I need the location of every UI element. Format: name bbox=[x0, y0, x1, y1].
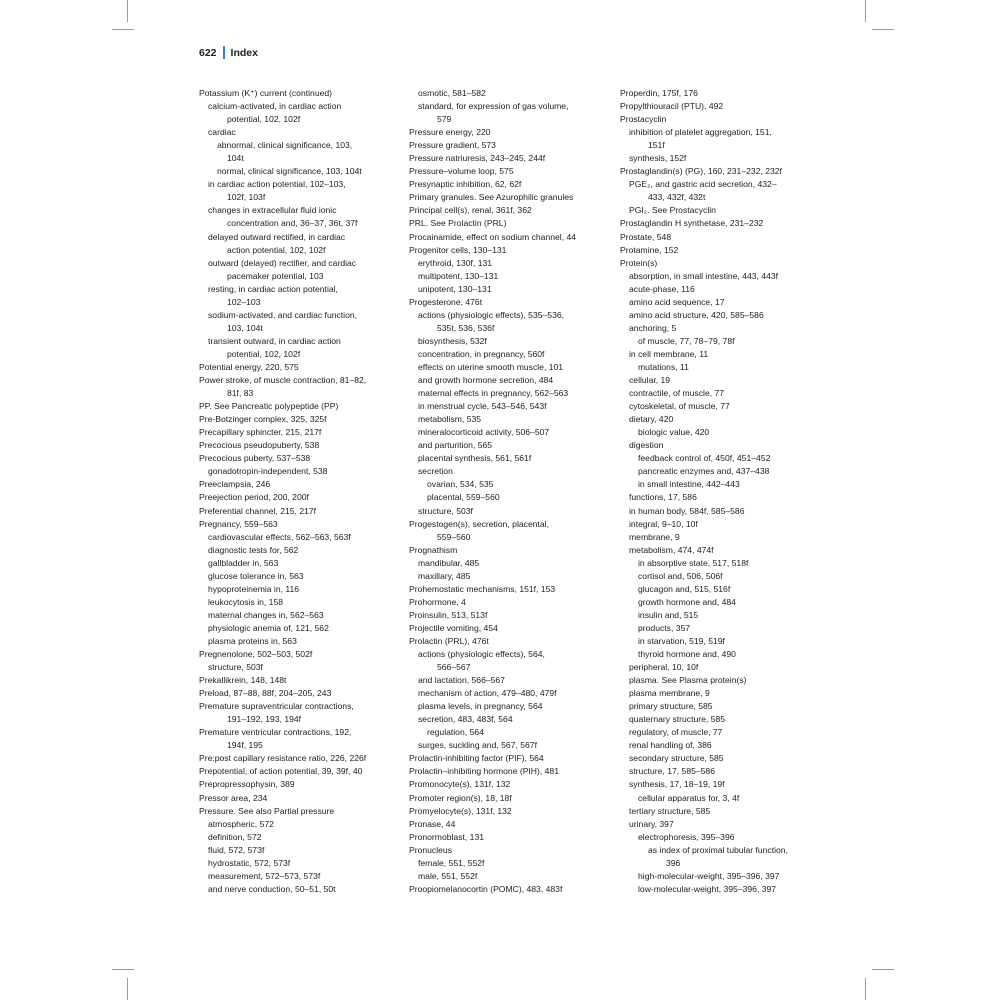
index-entry: structure, 17, 585–586 bbox=[629, 766, 715, 777]
index-entry: cardiovascular effects, 562–563, 563f bbox=[208, 531, 351, 542]
header-separator bbox=[223, 46, 225, 59]
index-entry: gonadotropin-independent, 538 bbox=[208, 466, 328, 477]
index-entry: peripheral, 10, 10f bbox=[629, 662, 699, 673]
index-entry: in absorptive state, 517, 518f bbox=[638, 557, 749, 568]
index-entry: Prognathism bbox=[409, 544, 458, 555]
index-entry: Prolactin–inhibiting hormone (PIH), 481 bbox=[409, 766, 559, 777]
index-entry: in cell membrane, 11 bbox=[629, 348, 709, 359]
index-entry: mutations, 11 bbox=[638, 361, 689, 372]
index-entry: hypoproteinemia in, 116 bbox=[208, 583, 300, 594]
index-entry: and parturition, 565 bbox=[418, 440, 493, 451]
index-entry: Proopiomelanocortin (POMC), 483, 483f bbox=[409, 883, 563, 894]
index-entry: multipotent, 130–131 bbox=[418, 270, 499, 281]
index-entry: integral, 9–10, 10f bbox=[629, 518, 698, 529]
index-entry: actions (physiologic effects), 564, bbox=[418, 649, 545, 660]
index-entry: actions (physiologic effects), 535–536, bbox=[418, 309, 565, 320]
index-entry: 579 bbox=[437, 114, 452, 125]
index-entry: 151f bbox=[648, 140, 665, 151]
index-entry: Prekallikrein, 148, 148t bbox=[199, 675, 287, 686]
index-entry: potential, 102, 102f bbox=[227, 348, 301, 359]
index-entry: growth hormone and, 484 bbox=[638, 596, 736, 607]
index-entry: urinary, 397 bbox=[629, 818, 674, 829]
index-entry: erythroid, 130f, 131 bbox=[418, 257, 493, 268]
index-entry: maxillary, 485 bbox=[418, 570, 471, 581]
index-entry: glucagon and, 515, 516f bbox=[638, 583, 731, 594]
index-entry: Pregnenolone, 502–503, 502f bbox=[199, 649, 313, 660]
index-entry: in human body, 584f, 585–586 bbox=[629, 505, 745, 516]
index-entry: metabolism, 474, 474f bbox=[629, 544, 714, 555]
index-entry: digestion bbox=[629, 440, 664, 451]
index-entry: Preload, 87–88, 88f, 204–205, 243 bbox=[199, 688, 332, 699]
index-entry: fluid, 572, 573f bbox=[208, 844, 265, 855]
index-entry: Prohormone, 4 bbox=[409, 596, 466, 607]
index-entry: secretion bbox=[418, 466, 453, 477]
index-entry: plasma levels, in pregnancy, 564 bbox=[418, 701, 543, 712]
index-entry: Proinsulin, 513, 513f bbox=[409, 609, 488, 620]
index-entry: 535t, 536, 536f bbox=[437, 322, 495, 333]
index-entry: changes in extracellular fluid ionic bbox=[208, 205, 337, 216]
index-entry: PRL. See Prolactin (PRL) bbox=[409, 218, 507, 229]
index-entry: Pronucleus bbox=[409, 844, 452, 855]
index-entry: Protamine, 152 bbox=[620, 244, 679, 255]
index-entry: cytoskeletal, of muscle, 77 bbox=[629, 401, 730, 412]
index-entry: Pressure energy, 220 bbox=[409, 127, 491, 138]
index-entry: structure, 503f bbox=[418, 505, 473, 516]
crop-mark-bottom-right-h bbox=[872, 969, 894, 970]
index-entry: transient outward, in cardiac action bbox=[208, 335, 341, 346]
index-entry: cellular, 19 bbox=[629, 375, 671, 386]
index-column-1 bbox=[199, 87, 366, 896]
index-entry: Prostaglandin(s) (PG), 160, 231–232, 232f bbox=[620, 166, 782, 177]
index-entry: hydrostatic, 572, 573f bbox=[208, 857, 291, 868]
index-entry: effects on uterine smooth muscle, 101 bbox=[418, 361, 564, 372]
index-entry: male, 551, 552f bbox=[418, 870, 478, 881]
index-entry: Projectile vomiting, 454 bbox=[409, 622, 498, 633]
index-entry: Pressure. See also Partial pressure bbox=[199, 805, 335, 816]
index-entry: resting, in cardiac action potential, bbox=[208, 283, 338, 294]
index-entry: Premature ventricular contractions, 192, bbox=[199, 727, 352, 738]
index-entry: Preejection period, 200, 200f bbox=[199, 492, 309, 503]
index-entry: Prostaglandin H synthetase, 231–232 bbox=[620, 218, 764, 229]
index-entry: inhibition of platelet aggregation, 151, bbox=[629, 127, 772, 138]
index-entry: in menstrual cycle, 543–546, 543f bbox=[418, 401, 547, 412]
crop-mark-bottom-left bbox=[127, 978, 128, 1000]
section-title: Index bbox=[230, 46, 258, 59]
index-entry: in cardiac action potential, 102–103, bbox=[208, 179, 346, 190]
index-entry: feedback control of, 450f, 451–452 bbox=[638, 453, 771, 464]
index-entry: PGE₂, and gastric acid secretion, 432– bbox=[629, 179, 777, 190]
index-entry: Pressure natriuresis, 243–245, 244f bbox=[409, 153, 546, 164]
index-entry: Pronormoblast, 131 bbox=[409, 831, 484, 842]
index-entry: measurement, 572–573, 573f bbox=[208, 870, 321, 881]
index-column-3 bbox=[620, 87, 788, 896]
index-entry: high-molecular-weight, 395–396, 397 bbox=[638, 870, 780, 881]
index-entry: PP. See Pancreatic polypeptide (PP) bbox=[199, 401, 339, 412]
index-entry: normal, clinical significance, 103, 104t bbox=[217, 166, 362, 177]
index-entry: and lactation, 566–567 bbox=[418, 675, 505, 686]
index-entry: secretion, 483, 483f, 564 bbox=[418, 714, 513, 725]
index-entry: cellular apparatus for, 3, 4f bbox=[638, 792, 740, 803]
index-entry: Progestogen(s), secretion, placental, bbox=[409, 518, 549, 529]
index-entry: 396 bbox=[666, 857, 681, 868]
index-entry: Pre-Botzinger complex, 325, 325f bbox=[199, 414, 327, 425]
index-entry: tertiary structure, 585 bbox=[629, 805, 711, 816]
index-entry: 191–192, 193, 194f bbox=[227, 714, 302, 725]
index-entry: plasma. See Plasma protein(s) bbox=[629, 675, 747, 686]
index-entry: absorption, in small intestine, 443, 443f bbox=[629, 270, 779, 281]
index-entry: regulatory, of muscle, 77 bbox=[629, 727, 723, 738]
index-entry: synthesis, 152f bbox=[629, 153, 687, 164]
index-entry: primary structure, 585 bbox=[629, 701, 713, 712]
index-entry: Pregnancy, 559–563 bbox=[199, 518, 278, 529]
index-entry: placental synthesis, 561, 561f bbox=[418, 453, 532, 464]
index-entry: low-molecular-weight, 395–396, 397 bbox=[638, 883, 777, 894]
index-entry: calcium-activated, in cardiac action bbox=[208, 101, 342, 112]
index-entry: Protein(s) bbox=[620, 257, 658, 268]
index-entry: placental, 559–560 bbox=[427, 492, 500, 503]
index-entry: outward (delayed) rectifier, and cardiac bbox=[208, 257, 357, 268]
index-entry: in small intestine, 442–443 bbox=[638, 479, 740, 490]
index-entry: 559–560 bbox=[437, 531, 471, 542]
index-entry: Power stroke, of muscle contraction, 81–82, bbox=[199, 375, 367, 386]
index-entry: insulin and, 515 bbox=[638, 609, 699, 620]
index-entry: acute-phase, 116 bbox=[629, 283, 695, 294]
index-entry: functions, 17, 586 bbox=[629, 492, 697, 503]
index-entry: synthesis, 17, 18–19, 19f bbox=[629, 779, 725, 790]
index-entry: gallbladder in, 563 bbox=[208, 557, 279, 568]
index-entry: pancreatic enzymes and, 437–438 bbox=[638, 466, 770, 477]
index-entry: Procainamide, effect on sodium channel, 44 bbox=[409, 231, 577, 242]
index-entry: plasma membrane, 9 bbox=[629, 688, 710, 699]
index-entry: amino acid structure, 420, 585–586 bbox=[629, 309, 764, 320]
index-entry: electrophoresis, 395–396 bbox=[638, 831, 735, 842]
index-entry: physiologic anemia of, 121, 562 bbox=[208, 622, 329, 633]
index-entry: plasma proteins in, 563 bbox=[208, 635, 297, 646]
index-entry: 566–567 bbox=[437, 662, 471, 673]
index-entry: dietary, 420 bbox=[629, 414, 674, 425]
index-entry: concentration and, 36–37, 36t, 37f bbox=[227, 218, 358, 229]
index-entry: mandibular, 485 bbox=[418, 557, 480, 568]
index-entry: Principal cell(s), renal, 361f, 362 bbox=[409, 205, 532, 216]
index-entry: definition, 572 bbox=[208, 831, 262, 842]
index-entry: as index of proximal tubular function, bbox=[648, 844, 788, 855]
index-entry: Potential energy, 220, 575 bbox=[199, 361, 299, 372]
crop-mark-top-right-h bbox=[872, 29, 894, 30]
index-entry: mineralocorticoid activity, 506–507 bbox=[418, 427, 550, 438]
index-entry: quaternary structure, 585 bbox=[629, 714, 726, 725]
index-entry: Pressor area, 234 bbox=[199, 792, 268, 803]
index-entry: Precocious pseudopuberty, 538 bbox=[199, 440, 320, 451]
index-entry: Preeclampsia, 246 bbox=[199, 479, 271, 490]
index-entry: Primary granules. See Azurophilic granules bbox=[409, 192, 574, 203]
index-entry: and nerve conduction, 50–51, 50t bbox=[208, 883, 336, 894]
index-entry: Premature supraventricular contractions, bbox=[199, 701, 354, 712]
index-entry: maternal effects in pregnancy, 562–563 bbox=[418, 388, 569, 399]
index-entry: mechanism of action, 479–480, 479f bbox=[418, 688, 557, 699]
index-entry: Precocious puberty, 537–538 bbox=[199, 453, 311, 464]
index-entry: Prostate, 548 bbox=[620, 231, 672, 242]
index-entry: structure, 503f bbox=[208, 662, 263, 673]
index-entry: 102–103 bbox=[227, 296, 261, 307]
index-entry: PGI₂. See Prostacyclin bbox=[629, 205, 716, 216]
index-entry: 194f, 195 bbox=[227, 740, 263, 751]
index-entry: Pre:post capillary resistance ratio, 226, 226f bbox=[199, 753, 367, 764]
index-entry: Promoter region(s), 18, 18f bbox=[409, 792, 512, 803]
index-entry: Prolactin (PRL), 476t bbox=[409, 635, 489, 646]
index-entry: surges, suckling and, 567, 567f bbox=[418, 740, 537, 751]
index-entry: osmotic, 581–582 bbox=[418, 88, 486, 98]
index-entry: Prepotential, of action potential, 39, 39f, 40 bbox=[199, 766, 363, 777]
index-entry: Presynaptic inhibition, 62, 62f bbox=[409, 179, 522, 190]
crop-mark-bottom-left-h bbox=[112, 969, 134, 970]
index-entry: Progesterone, 476t bbox=[409, 296, 483, 307]
index-entry: Progenitor cells, 130–131 bbox=[409, 244, 507, 255]
index-entry: biosynthesis, 532f bbox=[418, 335, 487, 346]
page-number: 622 bbox=[199, 46, 217, 59]
index-entry: unipotent, 130–131 bbox=[418, 283, 492, 294]
index-entry: anchoring, 5 bbox=[629, 322, 677, 333]
index-entry: renal handling of, 386 bbox=[629, 740, 712, 751]
index-entry: 104t bbox=[227, 153, 244, 164]
index-entry: Properdin, 175f, 176 bbox=[620, 88, 698, 98]
index-entry: 103, 104t bbox=[227, 322, 263, 333]
index-entry: Pressure gradient, 573 bbox=[409, 140, 496, 151]
index-entry: atmospheric, 572 bbox=[208, 818, 274, 829]
index-entry: secondary structure, 585 bbox=[629, 753, 724, 764]
index-entry: 102f, 103f bbox=[227, 192, 266, 203]
index-entry: and growth hormone secretion, 484 bbox=[418, 375, 554, 386]
index-entry: pacemaker potential, 103 bbox=[227, 270, 324, 281]
index-entry: concentration, in pregnancy, 560f bbox=[418, 348, 545, 359]
crop-mark-top-right bbox=[865, 0, 866, 22]
index-entry: cardiac bbox=[208, 127, 236, 138]
index-entry: abnormal, clinical significance, 103, bbox=[217, 140, 353, 151]
index-entry: standard, for expression of gas volume, bbox=[418, 101, 569, 112]
index-entry: Promonocyte(s), 131f, 132 bbox=[409, 779, 511, 790]
index-entry: 433, 432f, 432t bbox=[648, 192, 706, 203]
index-entry: glucose tolerance in, 563 bbox=[208, 570, 304, 581]
index-entry: leukocytosis in, 158 bbox=[208, 596, 283, 607]
crop-mark-top-left bbox=[127, 0, 128, 22]
index-entry: Promyelocyte(s), 131f, 132 bbox=[409, 805, 512, 816]
index-entry: Prepropressophysin, 389 bbox=[199, 779, 295, 790]
index-entry: Prohemostatic mechanisms, 151f, 153 bbox=[409, 583, 556, 594]
index-column-2 bbox=[409, 87, 576, 896]
index-entry: amino acid sequence, 17 bbox=[629, 296, 725, 307]
index-entry: Propylthiouracil (PTU), 492 bbox=[620, 101, 724, 112]
index-entry: in starvation, 519, 519f bbox=[638, 635, 725, 646]
index-entry: metabolism, 535 bbox=[418, 414, 482, 425]
index-entry: products, 357 bbox=[638, 622, 691, 633]
index-entry: sodium-activated, and cardiac function, bbox=[208, 309, 358, 320]
index-entry: Pressure–volume loop, 575 bbox=[409, 166, 514, 177]
page-header bbox=[199, 46, 258, 59]
index-entry: maternal changes in, 562–563 bbox=[208, 609, 324, 620]
index-entry: Pronase, 44 bbox=[409, 818, 456, 829]
index-entry: Precapillary sphincter, 215, 217f bbox=[199, 427, 322, 438]
index-entry: cortisol and, 506, 506f bbox=[638, 570, 723, 581]
index-entry: biologic value, 420 bbox=[638, 427, 710, 438]
index-entry: Prolactin-inhibiting factor (PIF), 564 bbox=[409, 753, 544, 764]
crop-mark-bottom-right bbox=[865, 978, 866, 1000]
crop-mark-top-left-h bbox=[112, 29, 134, 30]
index-entry: Prostacyclin bbox=[620, 114, 667, 125]
index-entry: membrane, 9 bbox=[629, 531, 680, 542]
index-entry: thyroid hormone and, 490 bbox=[638, 649, 736, 660]
index-entry: Preferential channel, 215, 217f bbox=[199, 505, 317, 516]
index-entry: action potential, 102, 102f bbox=[227, 244, 326, 255]
index-entry: regulation, 564 bbox=[427, 727, 484, 738]
index-entry: delayed outward rectified, in cardiac bbox=[208, 231, 346, 242]
index-entry: of muscle, 77, 78–79, 78f bbox=[638, 335, 735, 346]
index-entry: 81f, 83 bbox=[227, 388, 254, 399]
index-entry: contractile, of muscle, 77 bbox=[629, 388, 725, 399]
index-entry: Potassium (K⁺) current (continued) bbox=[199, 88, 333, 98]
index-entry: ovarian, 534, 535 bbox=[427, 479, 494, 490]
index-entry: female, 551, 552f bbox=[418, 857, 485, 868]
index-entry: potential, 102, 102f bbox=[227, 114, 301, 125]
index-entry: diagnostic tests for, 562 bbox=[208, 544, 299, 555]
